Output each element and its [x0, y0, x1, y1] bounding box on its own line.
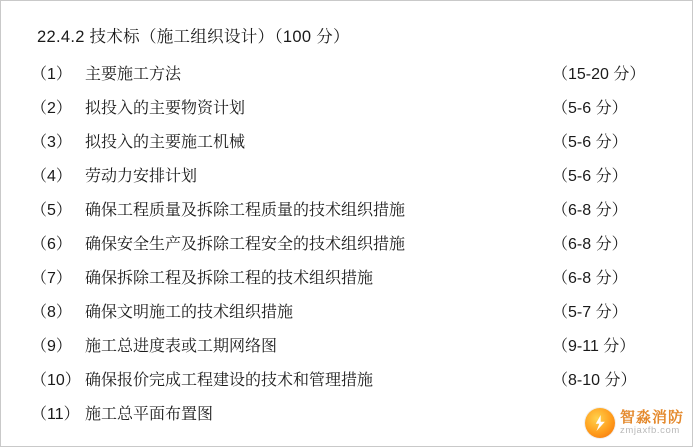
list-item-score: （5-7 分） — [552, 304, 628, 321]
list-item-label: 确保报价完成工程建设的技术和管理措施 — [85, 372, 374, 389]
list-item-number: （3） — [31, 134, 72, 151]
document-body — [1, 1, 693, 435]
list-item-number: （8） — [31, 304, 72, 321]
list-item-label: 确保工程质量及拆除工程质量的技术组织措施 — [85, 202, 406, 219]
watermark-text — [620, 409, 684, 437]
watermark-title: 智淼消防 — [619, 408, 684, 426]
list-item-number: （11） — [31, 406, 80, 423]
list-item — [31, 333, 664, 356]
list-item-number: （5） — [31, 202, 72, 219]
list-item — [31, 299, 664, 322]
list-item-score: （6-8 分） — [552, 270, 628, 287]
list-item-score: （6-8 分） — [552, 236, 628, 253]
list-item-number: （1） — [31, 66, 72, 83]
list-item — [31, 61, 664, 84]
list-item — [31, 95, 664, 118]
list-item — [31, 231, 664, 254]
list-item-score: （6-8 分） — [552, 202, 628, 219]
list-item — [31, 265, 664, 288]
list-item-number: （4） — [31, 168, 72, 185]
list-item — [31, 197, 664, 220]
flame-logo-icon — [585, 408, 615, 438]
list-item-label: 施工总平面布置图 — [85, 406, 214, 423]
list-item-score: （15-20 分） — [552, 66, 646, 83]
list-item-number: （6） — [31, 236, 72, 253]
list-item-label: 主要施工方法 — [85, 66, 182, 83]
list-item-label: 拟投入的主要施工机械 — [85, 134, 246, 151]
criteria-list — [31, 61, 664, 424]
list-item-label: 劳动力安排计划 — [85, 168, 198, 185]
list-item — [31, 129, 664, 152]
list-item-label: 确保文明施工的技术组织措施 — [85, 304, 294, 321]
list-item-number: （9） — [31, 338, 72, 355]
list-item-score: （5-6 分） — [552, 100, 628, 117]
watermark — [585, 406, 684, 440]
list-item-score: （5-6 分） — [552, 168, 628, 185]
list-item-label: 拟投入的主要物资计划 — [85, 100, 246, 117]
list-item — [31, 401, 664, 424]
list-item-number: （7） — [31, 270, 72, 287]
list-item — [31, 163, 664, 186]
list-item-score: （9-11 分） — [552, 338, 636, 355]
page-title: 22.4.2 技术标（施工组织设计）（100 分） — [37, 28, 350, 46]
list-item-label: 施工总进度表或工期网络图 — [85, 338, 278, 355]
list-item-score: （5-6 分） — [552, 134, 628, 151]
list-item-number: （10） — [31, 372, 81, 389]
list-item-label: 确保拆除工程及拆除工程的技术组织措施 — [85, 270, 374, 287]
list-item — [31, 367, 664, 390]
list-item-label: 确保安全生产及拆除工程安全的技术组织措施 — [85, 236, 406, 253]
watermark-subtitle: zmjaxfb.com — [619, 425, 680, 437]
list-item-number: （2） — [31, 100, 72, 117]
list-item-score: （8-10 分） — [552, 372, 637, 389]
